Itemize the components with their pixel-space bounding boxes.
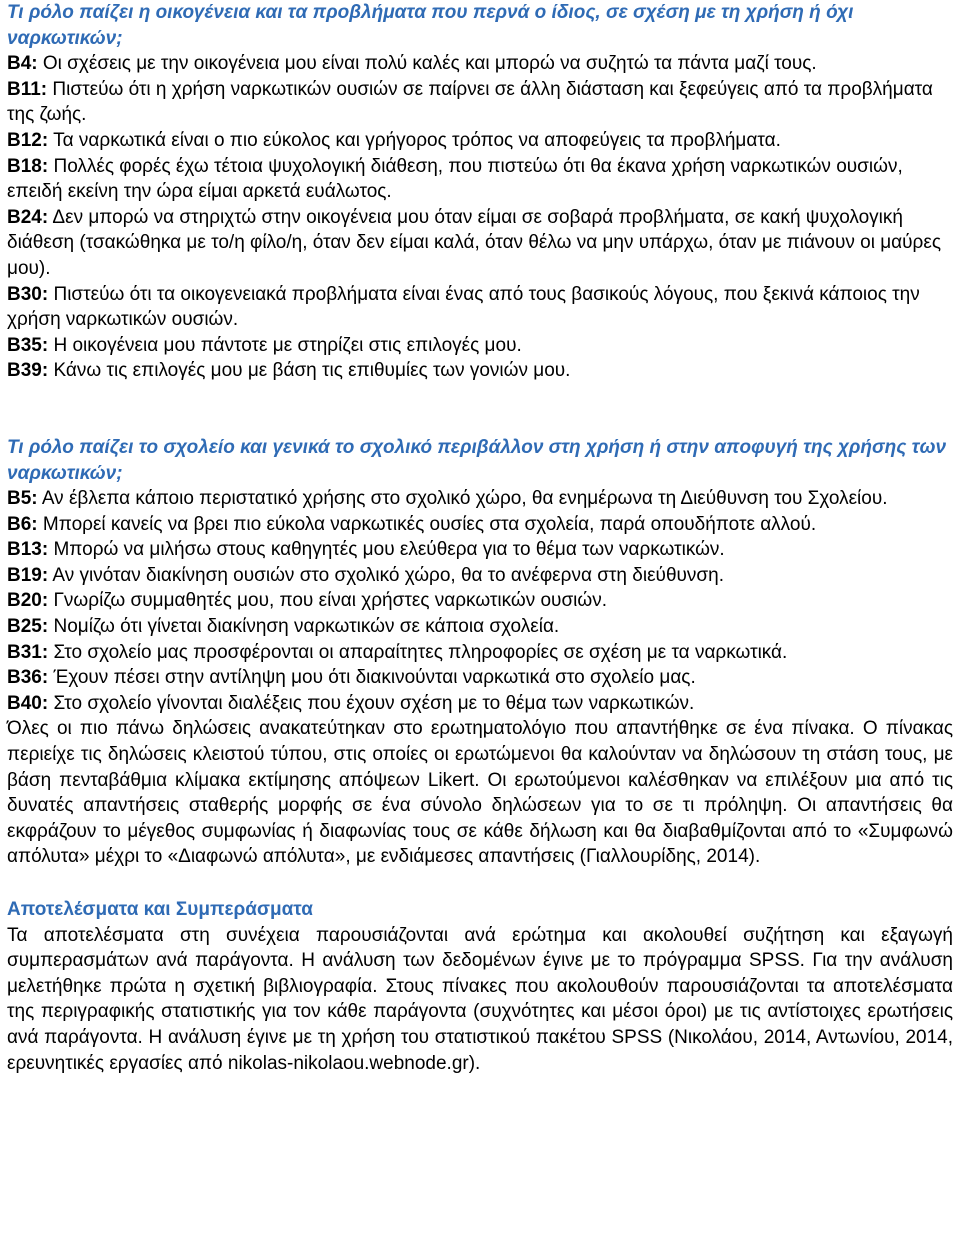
statement-text: Νομίζω ότι γίνεται διακίνηση ναρκωτικών σε κάποια σχολεία. (48, 616, 560, 638)
statement-code: Β12: (7, 129, 49, 151)
statement-text: Γνωρίζω συμμαθητές μου, που είναι χρήστες ναρκωτικών ουσιών. (48, 590, 608, 612)
statement-text: Η οικογένεια μου πάντοτε με στηρίζει στις επιλογές μου. (48, 334, 522, 356)
statement-b36 (7, 665, 953, 691)
statement-b12 (7, 128, 953, 154)
statement-code: Β4: (7, 53, 38, 75)
section-heading-school: Τι ρόλο παίζει το σχολείο και γενικά το σχολικό περιβάλλον στη χρήση ή στην αποφυγή της χρήσης των ναρκωτικών; (7, 436, 947, 484)
statement-text: Στο σχολείο μας προσφέρονται οι απαραίτητες πληροφορίες σε σχέση με τα ναρκωτικά. (48, 641, 788, 663)
document-page (7, 0, 953, 1076)
statement-code: Β5: (7, 488, 38, 510)
section-heading-family: Τι ρόλο παίζει η οικογένεια και τα προβλήματα που περνά ο ίδιος, σε σχέση με τη χρήση ή όχι ναρκωτικών; (7, 2, 854, 49)
statement-b11 (7, 77, 953, 128)
statement-b13 (7, 537, 953, 563)
statement-code: Β11: (7, 78, 48, 100)
statement-b25 (7, 614, 953, 640)
statement-code: Β18: (7, 155, 49, 177)
methodology-paragraph: Όλες οι πιο πάνω δηλώσεις ανακατεύτηκαν στο ερωτηματολόγιο που απαντήθηκε σε ένα πίνακα. Ο πίνακας περιείχε τις δηλώσεις κλειστού τύπου, στις οποίες οι ερωτώμενοι θα καλούνταν να δηλώσουν τη στάση τους, με βάση πενταβάθμια κλίμακα εκτίμησης απόψεων Likert. Οι ερωτούμενοι καλέσθηκαν να επιλέξουν μια από τις δυνατές απαντήσεις σταθερής μορφής σε ένα σύνολο δηλώσεων για το σε τι πρόληψη. Οι απαντήσεις θα εκφράζουν το μέγεθος συμφωνίας ή διαφωνίας τους σε κάθε δήλωση και θα διαβαθμίζονται από το «Συμφωνώ απόλυτα» μέχρι το «Διαφωνώ απόλυτα», με ενδιάμεσες απαντήσεις (Γιαλλουρίδης, 2014). (7, 718, 953, 868)
statement-b31 (7, 640, 953, 666)
statement-b39 (7, 358, 953, 384)
statement-text: Στο σχολείο γίνονται διαλέξεις που έχουν σχέση με το θέμα των ναρκωτικών. (48, 692, 695, 714)
statement-text: Έχουν πέσει στην αντίληψη μου ότι διακινούνται ναρκωτικά στο σχολείο μας. (48, 667, 696, 689)
statement-text: Πιστεύω ότι η χρήση ναρκωτικών ουσιών σε παίρνει σε άλλη διάσταση και ξεφεύγεις από τα προβλήματα της ζωής. (7, 78, 933, 126)
statement-code: Β20: (7, 590, 49, 612)
statement-b4 (7, 51, 953, 77)
section-heading-results: Αποτελέσματα και Συμπεράσματα (7, 899, 313, 920)
statement-b35 (7, 333, 953, 359)
statement-code: Β39: (7, 360, 49, 382)
statement-b6 (7, 512, 953, 538)
statement-code: Β25: (7, 616, 49, 638)
section-spacer (7, 870, 953, 897)
statement-code: Β30: (7, 283, 49, 305)
statement-b18 (7, 154, 953, 205)
statement-code: Β36: (7, 667, 49, 689)
statement-code: Β13: (7, 539, 49, 561)
statement-code: Β6: (7, 513, 38, 535)
statement-code: Β40: (7, 692, 49, 714)
statement-b40 (7, 691, 953, 717)
statement-text: Κάνω τις επιλογές μου με βάση τις επιθυμίες των γονιών μου. (48, 360, 571, 382)
statement-code: Β31: (7, 641, 49, 663)
section-spacer (7, 384, 953, 435)
statement-text: Οι σχέσεις με την οικογένεια μου είναι πολύ καλές και μπορώ να συζητώ τα πάντα μαζί τους. (37, 53, 817, 75)
statement-text: Μπορεί κανείς να βρει πιο εύκολα ναρκωτικές ουσίες στα σχολεία, παρά οπουδήποτε αλλού. (37, 513, 817, 535)
statement-text: Δεν μπορώ να στηριχτώ στην οικογένεια μου όταν είμαι σε σοβαρά προβλήματα, σε κακή ψυχολογική διάθεση (τσακώθηκα με το/η φίλο/η, όταν δεν είμαι καλά, όταν θέλω να μην υπάρχω, όταν με πιάνουν οι μαύρες μου). (7, 206, 941, 279)
statement-b20 (7, 588, 953, 614)
statement-b24 (7, 205, 953, 282)
statement-b19 (7, 563, 953, 589)
statement-text: Αν έβλεπα κάποιο περιστατικό χρήσης στο σχολικό χώρο, θα ενημέρωνα τη Διεύθυνση του Σχολείου. (37, 488, 888, 510)
statement-text: Πολλές φορές έχω τέτοια ψυχολογική διάθεση, που πιστεύω ότι θα έκανα χρήση ναρκωτικών ουσιών, επειδή εκείνη την ώρα είμαι αρκετά ευάλωτος. (7, 155, 903, 203)
statement-code: Β24: (7, 206, 49, 228)
statement-text: Τα ναρκωτικά είναι ο πιο εύκολος και γρήγορος τρόπος να αποφεύγεις τα προβλήματα. (48, 129, 781, 151)
statement-text: Αν γινόταν διακίνηση ουσιών στο σχολικό χώρο, θα το ανέφερνα στη διεύθυνση. (48, 564, 724, 586)
statement-b5 (7, 486, 953, 512)
statement-code: Β19: (7, 564, 49, 586)
results-paragraph: Τα αποτελέσματα στη συνέχεια παρουσιάζονται ανά ερώτημα και ακολουθεί συζήτηση και εξαγωγή συμπερασμάτων ανά παράγοντα. Η ανάλυση των δεδομένων έγινε με το πρόγραμμα SPSS. Για την ανάλυση μελετήθηκε πρώτα η σχετική βιβλιογραφία. Στους πίνακες που ακολουθούν παρουσιάζονται τα αποτελέσματα της περιγραφικής στατιστικής για τον κάθε παράγοντα (συχνότητες και μέσοι όροι) με τις αντίστοιχες ερωτήσεις ανά παράγοντα. Η ανάλυση έγινε με τη χρήση του στατιστικού πακέτου SPSS (Νικολάου, 2014, Αντωνίου, 2014, ερευνητικές εργασίες από nikolas-nikolaou.webnode.gr). (7, 924, 953, 1074)
statement-text: Πιστεύω ότι τα οικογενειακά προβλήματα είναι ένας από τους βασικούς λόγους, που ξεκινά κάποιος την χρήση ναρκωτικών ουσιών. (7, 283, 920, 331)
statement-text: Μπορώ να μιλήσω στους καθηγητές μου ελεύθερα για το θέμα των ναρκωτικών. (48, 539, 725, 561)
statement-b30 (7, 282, 953, 333)
statement-code: Β35: (7, 334, 49, 356)
